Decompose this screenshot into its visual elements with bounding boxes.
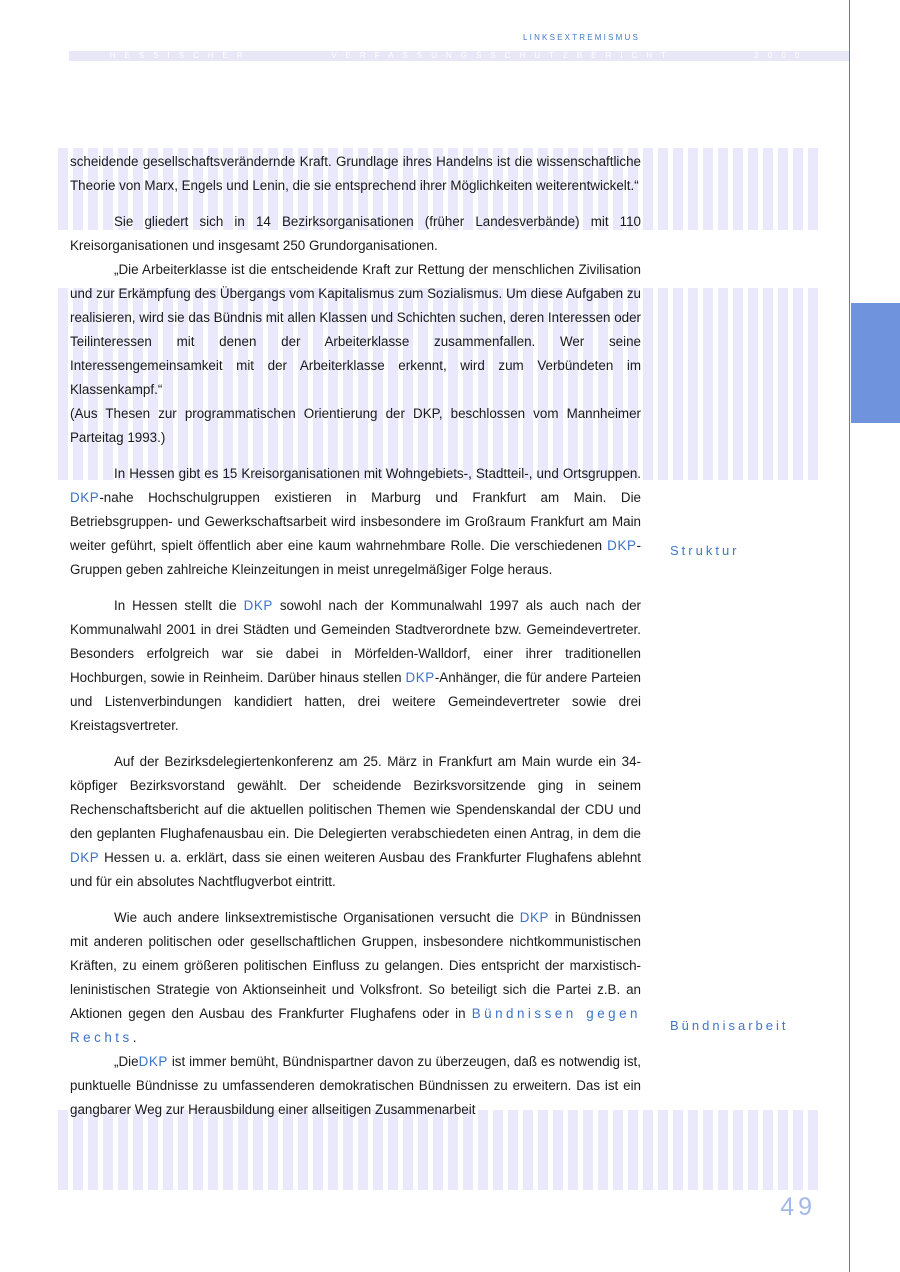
text-run: -Gruppen geben zahlreiche Kleinzeitungen in meist unregelmäßiger Folge heraus. [70,538,641,577]
running-header-section: LINKSEXTREMISMUS [523,33,640,42]
text-run: Hessen u. a. erklärt, dass sie einen weiteren Ausbau des Frankfurter Flughafens ablehnt und für ein absolutes Nachtflugverbot eintritt. [70,850,641,889]
text-run: Wie auch andere linksextremistische Organisationen versucht die [114,910,514,925]
text-run: in Bündnissen mit anderen politischen oder gesellschaftlichen Gruppen, insbesondere nichtkommunistischen Kräften, zu einem größeren politischen Einfluss zu gelangen. Dies entspricht der marxistisch-leninistischen Strategie von Aktionseinheit und Volksfront. So beteiligt sich die Partei z.B. an Aktionen gegen den Ausbau des Frankfurter Flughafens oder in [70,910,641,1021]
keyword-buendnisse-gegen-rechts: Bündnissen gegen Rechts [70,1006,641,1045]
keyword-dkp: DKP [138,1054,168,1069]
paragraph [70,594,641,738]
keyword-dkp: DKP [70,490,100,505]
header-word: HESSISCHER [109,51,252,60]
paragraph [70,906,641,1050]
text-run: sowohl nach der Kommunalwahl 1997 als auch nach der Kommunalwahl 2001 in drei Städten und Gemeinden Stadtverordnete bzw. Gemeindevertreter. Besonders erfolgreich war sie dabei in Mörfelden-Walldorf, einer ihrer traditionellen Hochburgen, sowie in Reinheim. Darüber hinaus stellen [70,598,641,685]
text-run: -nahe Hochschulgruppen existieren in Marburg und Frankfurt am Main. Die Betriebsgruppen- und Gewerkschaftsarbeit wird insbesondere im Großraum Frankfurt am Main weiter geführt, spielt öffentlich aber eine kaum wahrnehmbare Rolle. Die verschiedenen [70,490,641,553]
keyword-dkp: DKP [405,670,435,685]
keyword-dkp: DKP [243,598,273,613]
chapter-tab [851,303,900,423]
running-header-title [70,51,848,61]
quote-paragraph [70,1050,641,1122]
paragraph: scheidende gesellschaftsverändernde Kraft. Grundlage ihres Handelns ist die wissenschaftliche Theorie von Marx, Engels und Lenin, die sie entsprechend ihrer Möglichkeiten weiterentwickelt.“ [70,154,641,193]
paragraph [70,750,641,894]
paragraph: Sie gliedert sich in 14 Bezirksorganisationen (früher Landesverbände) mit 110 Kreisorganisationen und insgesamt 250 Grundorganisationen. [70,214,641,253]
text-run: Auf der Bezirksdelegiertenkonferenz am 25. März in Frankfurt am Main wurde ein 34-köpfiger Bezirksvorstand gewählt. Der scheidende Bezirksvorsitzende ging in seinem Rechenschaftsbericht auf die aktuellen politischen Themen wie Spendenskandal der CDU und den geplanten Flughafenausbau ein. Die Delegierten verabschiedeten einen Antrag, in dem die [70,754,641,841]
header-word: VERFASSUNGSSCHUTZBERICHT [331,51,675,60]
sidenote-buendnisarbeit: Bündnisarbeit [670,1018,789,1033]
text-run: -Anhänger, die für andere Parteien und Listenverbindungen kandidiert hatten, drei weitere Gemeindevertreter sowie drei Kreistagsvertreter. [70,670,641,733]
keyword-dkp: DKP [70,850,100,865]
text-run: ist immer bemüht, Bündnispartner davon zu überzeugen, daß es notwendig ist, punktuelle Bündnisse zu umfassenderen demokratischen Bündnissen zu erweitern. Das ist ein gangbarer Weg zur Herausbildung einer allseitigen Zusammenarbeit [70,1054,641,1117]
page-number: 49 [780,1193,816,1221]
sidenote-struktur: Struktur [670,543,740,558]
text-run: In Hessen gibt es 15 Kreisorganisationen mit Wohngebiets-, Stadtteil-, und Ortsgruppen. [114,466,641,481]
text-run: . [132,1030,137,1045]
text-run: „Die [114,1054,139,1069]
margin-rule [849,0,850,1272]
keyword-dkp: DKP [519,910,550,925]
quote-paragraph: „Die Arbeiterklasse ist die entscheidende Kraft zur Rettung der menschlichen Zivilisation und zur Erkämpfung des Übergangs vom Kapitalismus zum Sozialismus. Um diese Aufgaben zu realisieren, wird sie das Bündnis mit allen Klassen und Schichten suchen, deren Interessen oder Teilinteressen mit denen der Arbeiterklasse zusammenfallen. Wer seine Interessengemeinsamkeit mit der Arbeiterklasse erkennt, wird zum Verbündeten im Klassenkampf.“ [70,262,641,397]
quote-background [58,1110,818,1190]
text-run: In Hessen stellt die [114,598,237,613]
header-word: 2000 [754,51,809,60]
keyword-dkp: DKP [607,538,637,553]
paragraph [70,462,641,582]
quote-source: (Aus Thesen zur programmatischen Orientierung der DKP, beschlossen vom Mannheimer Parteitag 1993.) [70,406,641,445]
body-text [70,150,641,1122]
